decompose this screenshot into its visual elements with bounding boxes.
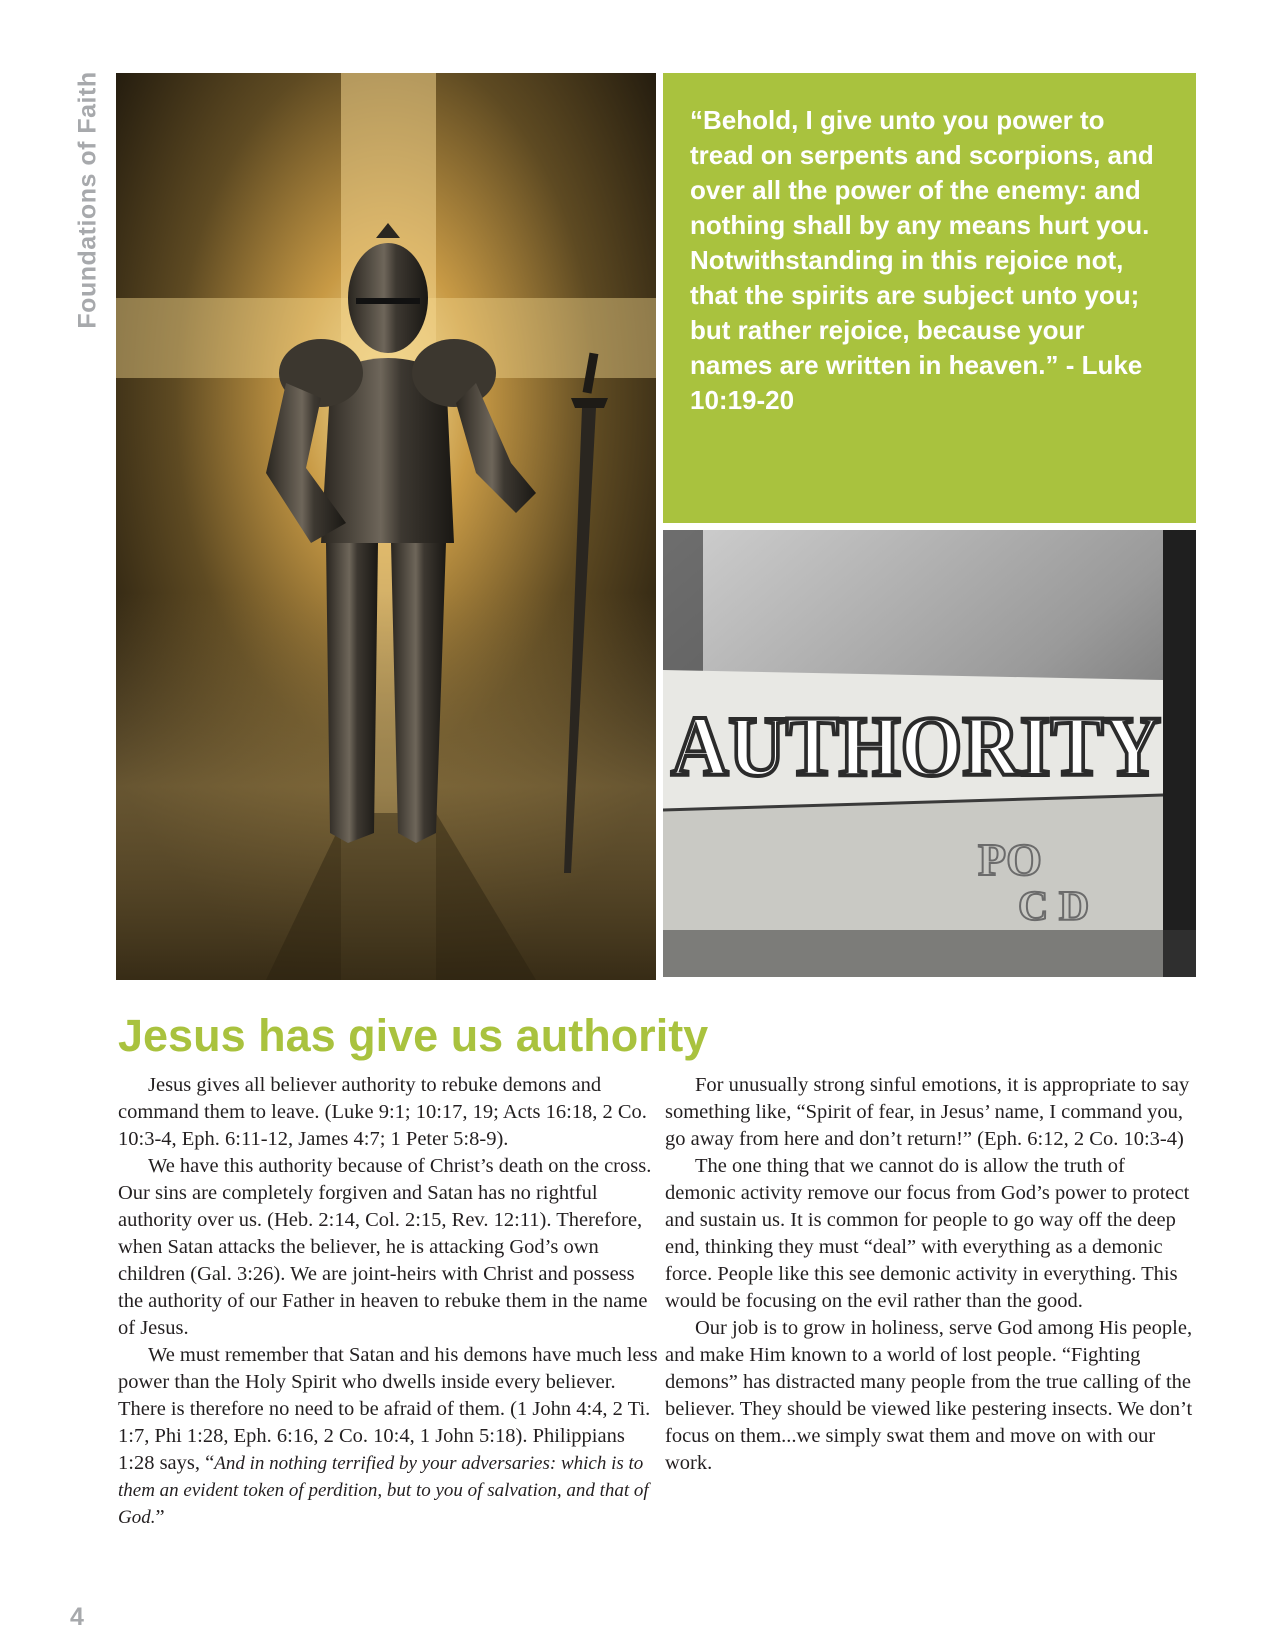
sign-lower-text-2: C D [1018,884,1090,930]
paragraph [118,1342,658,1531]
paragraph: Jesus gives all believer authority to rebuke demons and command them to leave. (Luke 9:1; 10:17, 19; Acts 16:18, 2 Co. 10:3-4, Eph. 6:11-12, James 4:7; 1 Peter 5:8-9). [118,1074,647,1150]
sign-text: AUTHORITY [671,698,1161,794]
running-header: Foundations of Faith [73,71,102,329]
scripture-quote-box [663,73,1196,523]
right-column [665,1072,1200,1477]
closing-quote: ” [155,1506,165,1528]
knight-illustration [116,73,656,980]
scripture-quote: “Behold, I give unto you power to tread on serpents and scorpions, and over all the power of the enemy: and nothing shall by any means hurt you. Notwithstanding in this rejoice not, that the spirits are subject unto you; but rather rejoice, because your names are written in heaven.” - Luke 10:19-20 [690,105,1154,415]
knight-armor-photo [116,73,656,980]
page-number: 4 [70,1603,84,1631]
paragraph: Our job is to grow in holiness, serve God among His people, and make Him known to a world of lost people. “Fighting demons” has distracted many people from the true calling of the believer. They should be viewed like pestering insects. We don’t focus on them...we simply swat them and move on with our work. [665,1317,1193,1474]
paragraph-text: We must remember that Satan and his demons have much less power than the Holy Spirit who dwells inside every believer. There is therefore no need to be afraid of them. (1 John 4:4, 2 Ti. 1:7, Phi 1:28, Eph. 6:16, 2 Co. 10:4, 1 John 5:18). Philippians 1:28 says, “ [118,1344,658,1474]
left-column [118,1072,658,1531]
paragraph: The one thing that we cannot do is allow the truth of demonic activity remove our focus from God’s power to protect and sustain us. It is common for people to go way off the deep end, thinking they must “deal” with everything as a demonic force. People like this see demonic activity in everything. This would be focusing on the evil rather than the good. [665,1155,1190,1312]
paragraph: We have this authority because of Christ’s death on the cross. Our sins are completely forgiven and Satan has no rightful authority over us. (Heb. 2:14, Col. 2:15, Rev. 12:11). Therefore, when Satan attacks the believer, he is attacking God’s own children (Gal. 3:26). We are joint-heirs with Christ and possess the authority of our Father in heaven to rebuke them in the name of Jesus. [118,1155,652,1339]
authority-sign-illustration [663,530,1196,977]
paragraph: For unusually strong sinful emotions, it is appropriate to say something like, “Spirit of fear, in Jesus’ name, I command you, go away from here and don’t return!” (Eph. 6:12, 2 Co. 10:3-4) [665,1074,1190,1150]
sign-lower-text: PO [978,834,1042,885]
section-heading: Jesus has give us authority [118,1010,709,1061]
authority-sign-photo [663,530,1196,977]
scripture-citation-italic: And in nothing terrified by your adversaries: which is to them an evident token of perdition, but to you of salvation, and that of God. [118,1453,649,1528]
